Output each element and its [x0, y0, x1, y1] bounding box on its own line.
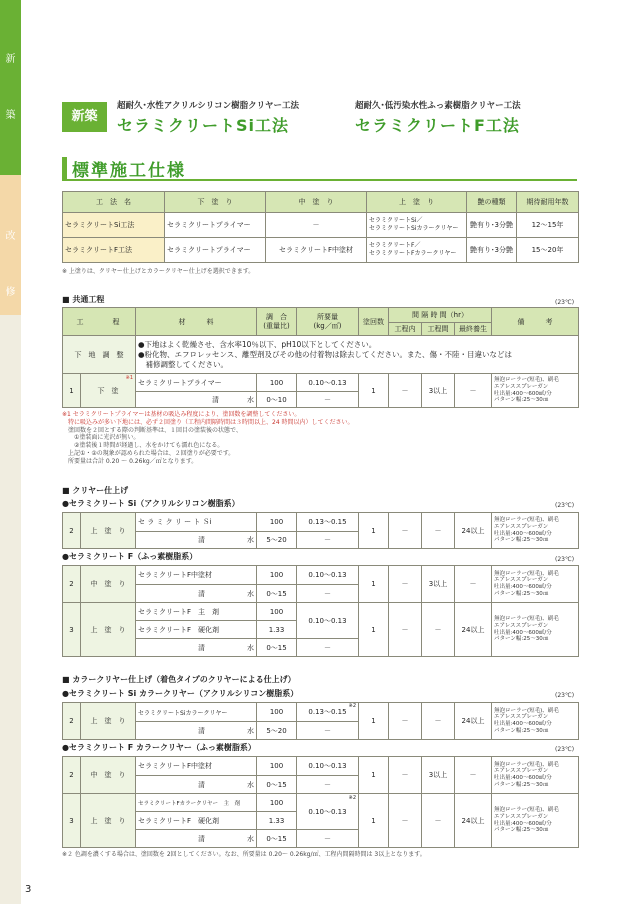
step-no: 2: [63, 513, 81, 549]
coats-cell: 1: [359, 794, 389, 848]
step-mark: ※1: [125, 375, 133, 381]
coats-cell: 1: [359, 703, 389, 740]
color-si-temp: (23℃): [555, 692, 575, 699]
amount-value: 0.13～0.15: [308, 708, 347, 716]
prep-line: 補修調整してください。: [138, 359, 228, 369]
table-row: [63, 566, 579, 585]
ratio-cell: 0～15: [257, 639, 297, 657]
final-cell: －: [455, 374, 492, 408]
ch-process: 工 程: [63, 308, 136, 336]
ch-in: 工程内: [389, 323, 422, 336]
ov-cell: セラミクリートSi工法: [63, 213, 165, 238]
mat-cell: 清 水: [136, 722, 257, 740]
step-proc: 上 塗 り: [81, 603, 136, 657]
in-cell: －: [389, 566, 422, 603]
ratio-cell: 100: [257, 757, 297, 776]
ov-cell: [367, 238, 467, 263]
ov-top-1: セラミクリートF／: [369, 242, 421, 249]
note-line: 所要量は合計 0.20 ～ 0.26kg／㎡となります。: [62, 457, 198, 465]
mat-cell: 清 水: [136, 830, 257, 848]
color-note: ※２ 色調を濃くする場合は、塗回数を 2回としてください。なお、所要量は 0.20～ 0.26kg/㎡、工程内間隔時間は 3以上となります。: [62, 851, 426, 858]
rm-line: 吐出量:400～600㎖/分: [494, 530, 552, 537]
ov-top-2: セラミクリートSiカラークリヤー: [369, 225, 459, 232]
ch-coats: 塗回数: [359, 308, 389, 336]
amount-cell: [297, 794, 359, 830]
amount-mark: ※2: [348, 795, 356, 801]
remarks-cell: [492, 374, 579, 408]
in-cell: －: [389, 703, 422, 740]
table-row: [63, 703, 579, 722]
ch-ratio-1: 調 合: [266, 312, 287, 321]
ov-cell: セラミクリートF工法: [63, 238, 165, 263]
remarks-cell: [492, 757, 579, 794]
rm-line: エアレススプレーガン: [494, 714, 549, 721]
ov-head-life: 期待耐用年数: [517, 192, 579, 213]
ratio-cell: 1.33: [257, 812, 297, 830]
amount-cell: －: [297, 392, 359, 408]
rm-line: 無泡ローラー(短毛)、刷毛: [494, 616, 559, 623]
rm-line: 吐出量:400～600㎖/分: [494, 629, 552, 636]
ch-interval: 間 隔 時 間（hr）: [389, 308, 492, 323]
note-line: 上記①・②の現象が認められた場合は、２回塗りが必要です。: [62, 449, 235, 457]
remarks-cell: [492, 794, 579, 848]
final-cell: －: [455, 566, 492, 603]
color-f-title: ●セラミクリート F カラークリヤー（ふっ素樹脂系）: [62, 743, 256, 752]
color-title: ■ カラークリヤー仕上げ（着色タイプのクリヤーによる仕上げ）: [62, 675, 296, 684]
common-notes: [62, 411, 354, 466]
rm-line: 無泡ローラー(短毛)、刷毛: [494, 761, 559, 768]
table-row: [63, 374, 579, 392]
ov-top-2: セラミクリートFカラークリヤー: [369, 250, 457, 257]
between-cell: 3以上: [422, 374, 455, 408]
ov-head-under: 下 塗 り: [165, 192, 266, 213]
clear-si-temp: (23℃): [555, 502, 575, 509]
between-cell: 3以上: [422, 566, 455, 603]
rm-line: パターン幅:25～30㎝: [494, 590, 549, 597]
side-tab-sub-2: 修: [5, 287, 16, 298]
ch-final: 最終養生: [455, 323, 492, 336]
mat-cell: セラミクリートF 硬化剤: [136, 812, 257, 830]
clear-f-title: ●セラミクリート F（ふっ素樹脂系）: [62, 552, 198, 561]
step-no: 3: [63, 794, 81, 848]
step-no: 1: [63, 374, 81, 408]
rm-line: パターン幅:25～30㎝: [494, 397, 549, 404]
remarks-cell: [492, 703, 579, 740]
ratio-cell: 100: [257, 703, 297, 722]
coats-cell: 1: [359, 374, 389, 408]
common-temp: (23℃): [555, 299, 575, 306]
ov-cell: [367, 213, 467, 238]
amount-cell: [297, 703, 359, 722]
step-proc-label: 下 塗: [97, 386, 119, 395]
note-line: ①塗装面に光沢が無い。: [62, 434, 140, 442]
ov-top-1: セラミクリートSi／: [369, 217, 423, 224]
mat-cell: 清 水: [136, 776, 257, 794]
ch-amount: [297, 308, 359, 336]
rm-line: エアレススプレーガン: [494, 813, 549, 820]
overview-table: [62, 191, 579, 263]
amount-cell: －: [297, 585, 359, 603]
step-proc: 中 塗 り: [81, 757, 136, 794]
step-no: 3: [63, 603, 81, 657]
ov-cell: セラミクリートプライマー: [165, 238, 266, 263]
remarks-cell: [492, 603, 579, 657]
prep-text: [136, 336, 579, 374]
between-cell: －: [422, 703, 455, 740]
ov-cell: 12～15年: [517, 213, 579, 238]
rm-line: 吐出量:400～600㎖/分: [494, 820, 552, 827]
side-tab: [0, 0, 21, 904]
ratio-cell: 1.33: [257, 621, 297, 639]
rm-line: パターン幅:25～30㎝: [494, 636, 549, 643]
ch-ratio-2: (重量比): [263, 321, 290, 330]
ov-cell: 艶有り･3分艶: [467, 238, 517, 263]
table-row: [63, 336, 579, 374]
ch-remarks: 備 考: [492, 308, 579, 336]
ch-amount-1: 所要量: [317, 312, 338, 321]
table-row: [63, 794, 579, 812]
side-tab-label-2: 築: [5, 110, 16, 121]
ch-between: 工程間: [422, 323, 455, 336]
final-cell: 24以上: [455, 794, 492, 848]
ratio-cell: 5～20: [257, 722, 297, 740]
ch-amount-2: (kg／㎡): [313, 321, 342, 330]
section-title: 標準施工仕様: [72, 161, 186, 181]
rm-line: エアレススプレーガン: [494, 523, 549, 530]
clear-f-temp: (23℃): [555, 556, 575, 563]
mat-cell: セラミクリートFカラークリヤー 主 剤: [136, 794, 257, 812]
clear-si-table: [62, 512, 579, 549]
mat-cell: 清 水: [136, 585, 257, 603]
rm-line: エアレススプレーガン: [494, 577, 549, 584]
step-proc: [81, 374, 136, 408]
table-row: [63, 757, 579, 776]
between-cell: 3以上: [422, 757, 455, 794]
rm-line: パターン幅:25～30㎝: [494, 727, 549, 734]
section-bar: [62, 157, 67, 179]
ratio-cell: 100: [257, 566, 297, 585]
ov-cell: セラミクリートF中塗材: [266, 238, 367, 263]
amount-cell: 0.10～0.13: [297, 603, 359, 639]
prep-line: ●粉化物、エフロレッセンス、離型剤及びその他の付着物は除去してください。また、傷・不陸・目違いなどは: [138, 349, 512, 359]
ratio-cell: 100: [257, 374, 297, 392]
final-cell: 24以上: [455, 603, 492, 657]
step-proc: 上 塗 り: [81, 794, 136, 848]
ratio-cell: 100: [257, 513, 297, 532]
clear-f-table: [62, 565, 579, 657]
ratio-cell: 0～15: [257, 776, 297, 794]
table-row: [63, 213, 579, 238]
ov-head-mid: 中 塗 り: [266, 192, 367, 213]
side-tab-renovation: [0, 175, 21, 315]
side-tab-label-1: 新: [5, 54, 16, 65]
rm-line: 無泡ローラー(短毛)、刷毛: [494, 807, 559, 814]
si-method-title: セラミクリートSi工法: [117, 116, 290, 135]
rm-line: 無泡ローラー(短毛)、刷毛: [494, 377, 559, 384]
amount-cell: －: [297, 776, 359, 794]
final-cell: 24以上: [455, 513, 492, 549]
ov-head-gloss: 艶の種類: [467, 192, 517, 213]
ov-cell: 艶有り･3分艶: [467, 213, 517, 238]
prep-line: ●下地はよく乾燥させ、含水率10％以下、pH10以下としてください。: [138, 339, 377, 349]
amount-cell: 0.10～0.13: [297, 566, 359, 585]
amount-cell: 0.10～0.13: [297, 374, 359, 392]
in-cell: －: [389, 513, 422, 549]
amount-cell: －: [297, 830, 359, 848]
rm-line: 吐出量:400～600㎖/分: [494, 721, 552, 727]
amount-value: 0.10～0.13: [308, 807, 347, 816]
ov-cell: －: [266, 213, 367, 238]
ov-head-method: 工 法 名: [63, 192, 165, 213]
common-table: [62, 307, 579, 408]
in-cell: －: [389, 757, 422, 794]
coats-cell: 1: [359, 513, 389, 549]
step-proc: 中 塗 り: [81, 566, 136, 603]
ch-material: 材 料: [136, 308, 257, 336]
mat-cell: セ ラ ミ ク リ ー ト Ｓi: [136, 513, 257, 532]
ov-head-top: 上 塗 り: [367, 192, 467, 213]
f-method-title: セラミクリートF工法: [355, 116, 520, 135]
color-f-temp: (23℃): [555, 746, 575, 753]
amount-cell: 0.10～0.13: [297, 757, 359, 776]
mat-cell: セラミクリートプライマー: [136, 374, 257, 392]
common-title: ■ 共通工程: [62, 295, 105, 304]
in-cell: －: [389, 603, 422, 657]
ratio-cell: 100: [257, 794, 297, 812]
mat-cell: 清 水: [136, 392, 257, 408]
f-subtitle: 超耐久･低汚染水性ふっ素樹脂クリヤー工法: [355, 101, 521, 111]
amount-cell: 0.13～0.15: [297, 513, 359, 532]
amount-mark: ※2: [348, 703, 356, 709]
clear-title: ■ クリヤー仕上げ: [62, 486, 129, 495]
ratio-cell: 0～15: [257, 830, 297, 848]
final-cell: －: [455, 757, 492, 794]
ch-ratio: [257, 308, 297, 336]
rm-line: パターン幅:25～30㎝: [494, 781, 549, 788]
between-cell: －: [422, 603, 455, 657]
rm-line: 無泡ローラー(短毛)、刷毛: [494, 570, 559, 577]
color-si-title: ●セラミクリート Si カラークリヤー（アクリルシリコン樹脂系）: [62, 689, 299, 698]
amount-cell: －: [297, 639, 359, 657]
ratio-cell: 0～10: [257, 392, 297, 408]
ratio-cell: 100: [257, 603, 297, 621]
page-number: 3: [25, 884, 32, 895]
rm-line: パターン幅:25～30㎝: [494, 827, 549, 834]
between-cell: －: [422, 794, 455, 848]
rm-line: 吐出量:400～600㎖/分: [494, 775, 552, 781]
note-red: ※1 セラミクリートプライマーは基材の吸込み程度により、塗回数を調整してください。: [62, 411, 301, 418]
color-si-table: [62, 702, 579, 740]
mat-cell: セラミクリートF中塗材: [136, 757, 257, 776]
note-line: 塗回数を２回とする際の判断基準は、１回目の塗装後の状態で、: [62, 426, 242, 434]
mat-cell: 清 水: [136, 639, 257, 657]
remarks-cell: [492, 566, 579, 603]
step-proc: 上 塗 り: [81, 513, 136, 549]
ov-cell: セラミクリートプライマー: [165, 213, 266, 238]
new-build-badge: 新築: [62, 102, 107, 132]
rm-line: エアレススプレーガン: [494, 768, 549, 775]
rm-line: 無泡ローラー(短毛)、刷毛: [494, 517, 559, 524]
table-row: [63, 513, 579, 532]
rm-line: 吐出量:400～600㎖/分: [494, 390, 552, 397]
remarks-cell: [492, 513, 579, 549]
overview-note: ※ 上塗りは、クリヤー仕上げとカラークリヤー仕上げを選択できます。: [62, 268, 255, 275]
in-cell: －: [389, 794, 422, 848]
rm-line: パターン幅:25～30㎝: [494, 537, 549, 544]
prep-label: 下 地 調 整: [63, 336, 136, 374]
mat-cell: 清 水: [136, 532, 257, 549]
coats-cell: 1: [359, 566, 389, 603]
table-row: [63, 238, 579, 263]
coats-cell: 1: [359, 757, 389, 794]
ratio-cell: 0～15: [257, 585, 297, 603]
clear-si-title: ●セラミクリート Si（アクリルシリコン樹脂系）: [62, 499, 240, 508]
mat-cell: セラミクリートF 主 剤: [136, 603, 257, 621]
step-no: 2: [63, 566, 81, 603]
final-cell: 24以上: [455, 703, 492, 740]
ratio-cell: 5～20: [257, 532, 297, 549]
in-cell: －: [389, 374, 422, 408]
mat-cell: セラミクリートSiカラークリヤー: [136, 703, 257, 722]
step-no: 2: [63, 757, 81, 794]
side-tab-sub-1: 改: [5, 231, 16, 242]
rm-line: エアレススプレーガン: [494, 622, 549, 629]
coats-cell: 1: [359, 603, 389, 657]
mat-cell: セラミクリートF中塗材: [136, 566, 257, 585]
side-tab-new: [0, 0, 21, 175]
mat-cell: セラミクリートF 硬化剤: [136, 621, 257, 639]
amount-cell: －: [297, 532, 359, 549]
amount-cell: －: [297, 722, 359, 740]
note-red: 特に吸込みが多い下地には、必ず２回塗り（工程内間隔時間は３時間以上、24 時間以内）してください。: [62, 418, 354, 426]
step-proc: 上 塗 り: [81, 703, 136, 740]
ov-cell: 15～20年: [517, 238, 579, 263]
table-row: [63, 603, 579, 621]
between-cell: －: [422, 513, 455, 549]
note-line: ②塗装後１時間が経過し、水をかけても濡れ色になる。: [62, 442, 224, 450]
color-f-table: [62, 756, 579, 848]
section-header: [62, 155, 577, 181]
rm-line: エアレススプレーガン: [494, 383, 549, 390]
step-no: 2: [63, 703, 81, 740]
si-subtitle: 超耐久･水性アクリルシリコン樹脂クリヤー工法: [117, 101, 299, 111]
rm-line: 吐出量:400～600㎖/分: [494, 584, 552, 590]
rm-line: 無泡ローラー(短毛)、刷毛: [494, 707, 559, 714]
